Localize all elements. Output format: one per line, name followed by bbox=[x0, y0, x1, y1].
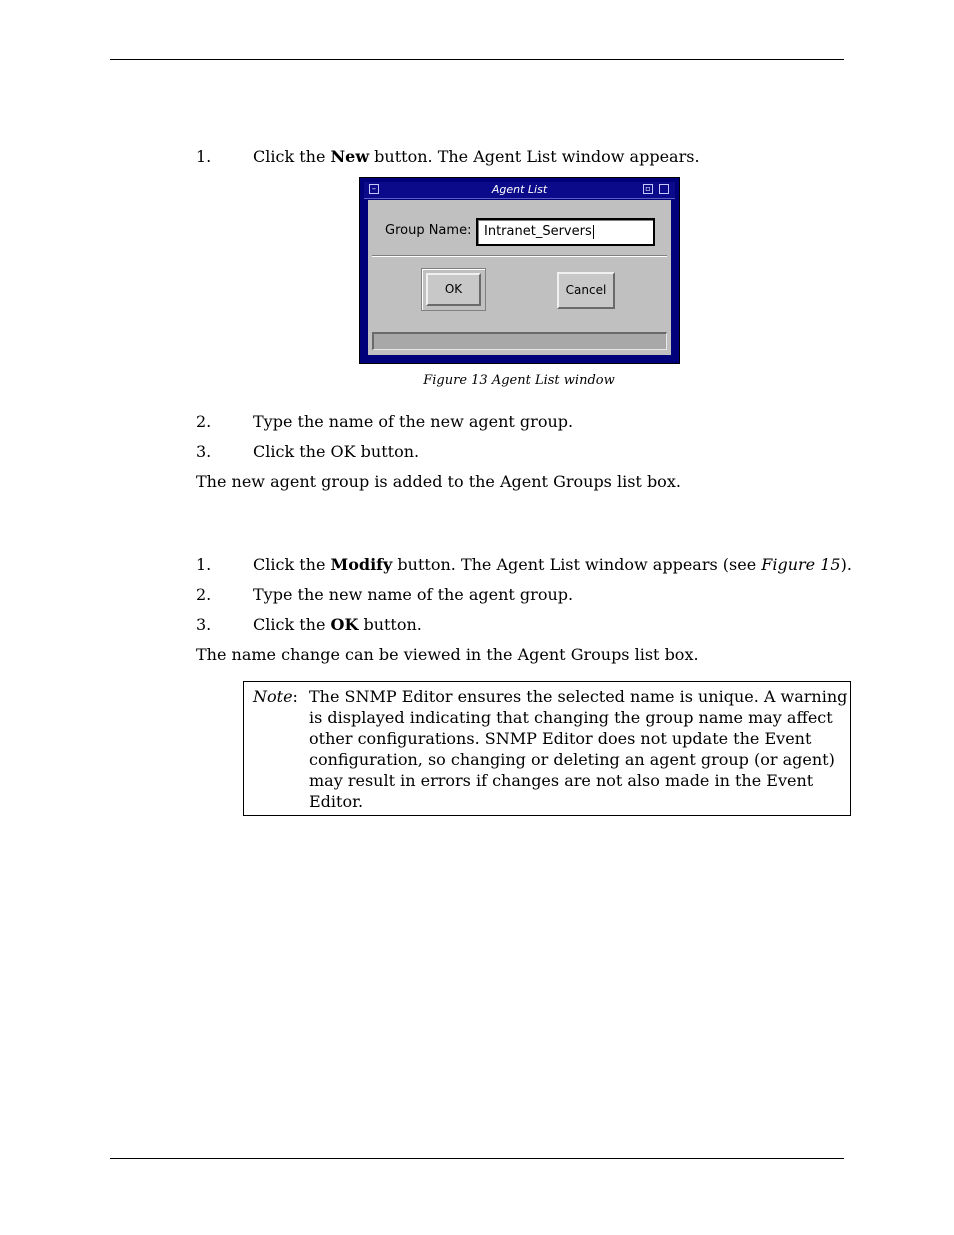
note-line: The SNMP Editor ensures the selected name is unique. A warning bbox=[309, 687, 848, 706]
group-name-value: Intranet_Servers bbox=[484, 224, 592, 239]
window-menu-icon[interactable]: – bbox=[369, 184, 379, 194]
modify-result-text: The name change can be viewed in the Agent Groups list box. bbox=[196, 645, 699, 664]
maximize-icon[interactable] bbox=[659, 184, 669, 194]
text-caret bbox=[593, 225, 594, 239]
note-line: other configurations. SNMP Editor does not update the Event bbox=[309, 729, 812, 748]
note-box bbox=[243, 681, 851, 816]
dialog-body bbox=[368, 200, 671, 355]
note-line: is displayed indicating that changing the group name may affect bbox=[309, 708, 833, 727]
header-rule bbox=[110, 59, 844, 60]
note-line: Editor. bbox=[309, 792, 364, 811]
group-name-input[interactable] bbox=[476, 218, 655, 246]
figure-ref: Figure 15 bbox=[761, 555, 841, 574]
ok-button-ref: OK bbox=[330, 615, 359, 634]
footer-rule bbox=[110, 1158, 844, 1159]
ok-button[interactable]: OK bbox=[426, 273, 481, 306]
modify-button-ref: Modify bbox=[330, 555, 393, 574]
window-title: Agent List bbox=[491, 183, 548, 196]
agent-list-window bbox=[359, 177, 680, 364]
group-name-label: Group Name: bbox=[385, 223, 472, 238]
new-result-text: The new agent group is added to the Agent Groups list box. bbox=[196, 472, 681, 491]
figure-caption: Figure 13 Agent List window bbox=[423, 373, 615, 388]
note-text bbox=[309, 686, 848, 812]
minimize-icon[interactable]: ▫ bbox=[643, 184, 653, 194]
note-label: Note: bbox=[253, 687, 298, 706]
note-line: may result in errors if changes are not also made in the Event bbox=[309, 771, 814, 790]
status-bar bbox=[372, 332, 667, 350]
note-line: configuration, so changing or deleting an agent group (or agent) bbox=[309, 750, 835, 769]
cancel-button[interactable]: Cancel bbox=[557, 272, 615, 309]
default-button-frame bbox=[421, 268, 486, 311]
dialog-separator bbox=[372, 255, 667, 257]
window-title-bar[interactable] bbox=[364, 182, 675, 199]
new-button-ref: New bbox=[330, 147, 370, 166]
